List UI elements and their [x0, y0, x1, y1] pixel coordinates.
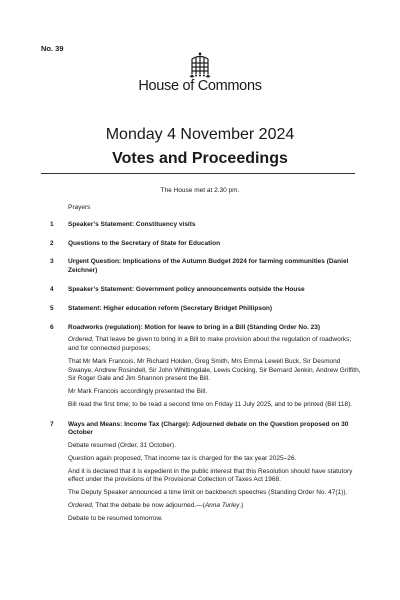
proceeding-item — [41, 240, 361, 249]
title-divider — [41, 173, 355, 174]
item-paragraph: And it is declared that it is expedient in the public interest that this Resolution should have statutory effect under the provisions of the Provisional Collection of Taxes Act 1968. — [68, 467, 353, 484]
proceeding-item — [41, 258, 361, 275]
portcullis-icon — [188, 51, 212, 79]
ordered-label: Ordered, — [68, 502, 94, 510]
item-paragraph: Debate to be resumed tomorrow. — [68, 515, 163, 523]
item-heading: Speaker’s Statement: Government policy announcements outside the House — [68, 286, 305, 294]
mover-name: Anna Turley — [204, 502, 240, 510]
ordered-label: Ordered, — [68, 336, 94, 344]
item-paragraph: That Mr Mark Francois, Mr Richard Holden, Greg Smith, Mrs Emma Lewell Buck, Sir Desmond Swanye, Andrew Rosindell, Sir John Whittingdale, Lewis Cocking, Sir Bernard Jenkin, Andrew Griffith, Sir Roger Gale and Jim Shannon present the Bill. — [68, 357, 361, 383]
item-heading: Questions to the Secretary of State for Education — [68, 239, 221, 247]
item-number: 6 — [50, 323, 54, 331]
proceeding-item — [41, 305, 361, 314]
document-title: Votes and Proceedings — [112, 150, 288, 167]
prayers-text: Prayers — [68, 204, 91, 211]
item-number: 2 — [50, 239, 54, 247]
item-heading: Urgent Question: Implications of the Autumn Budget 2024 for farming communities (Daniel Zeichner) — [68, 258, 349, 274]
house-name: House of Commons — [138, 78, 262, 94]
item-paragraph — [68, 336, 361, 353]
item-heading: Roadworks (regulation): Motion for leave to bring in a Bill (Standing Order No. 23) — [68, 323, 321, 331]
item-paragraph: Debate resumed (Order, 31 October). — [68, 441, 177, 449]
item-paragraph — [68, 502, 361, 511]
sitting-date: Monday 4 November 2024 — [105, 126, 295, 143]
proceedings-list — [41, 221, 361, 535]
proceeding-item — [41, 221, 361, 230]
item-heading: Ways and Means: Income Tax (Charge): Adjourned debate on the Question proposed on 30 October — [68, 420, 349, 437]
proceeding-item — [41, 421, 361, 524]
item-number: 1 — [50, 221, 54, 228]
issue-number: No. 39 — [41, 44, 64, 53]
item-paragraph: The Deputy Speaker announced a time limit on backbench speeches (Standing Order No. 47(1)). — [68, 489, 348, 497]
item-paragraph: Bill read the first time; to be read a second time on Friday 11 July 2025, and to be printed (Bill 118). — [68, 400, 353, 408]
house-met-text: The House met at 2.30 pm. — [160, 187, 240, 194]
ordered-end: .) — [239, 502, 244, 510]
item-paragraph: Question again proposed, That income tax is charged for the tax year 2025–26. — [68, 454, 297, 462]
item-number: 3 — [50, 258, 54, 266]
proceeding-item — [41, 286, 361, 295]
item-paragraph: Mr Mark Francois accordingly presented the Bill. — [68, 388, 208, 396]
item-heading: Statement: Higher education reform (Secretary Bridget Phillipson) — [68, 304, 273, 312]
item-number: 4 — [50, 286, 54, 294]
item-number: 5 — [50, 304, 54, 312]
ordered-text: That the debate be now adjourned.—( — [93, 502, 205, 510]
proceeding-item — [41, 324, 361, 410]
item-heading: Speaker’s Statement: Constituency visits — [68, 221, 196, 228]
item-number: 7 — [50, 420, 54, 428]
ordered-text: That leave be given to bring in a Bill to make provision about the regulation of roadworks; and for connected purposes; — [68, 336, 352, 353]
